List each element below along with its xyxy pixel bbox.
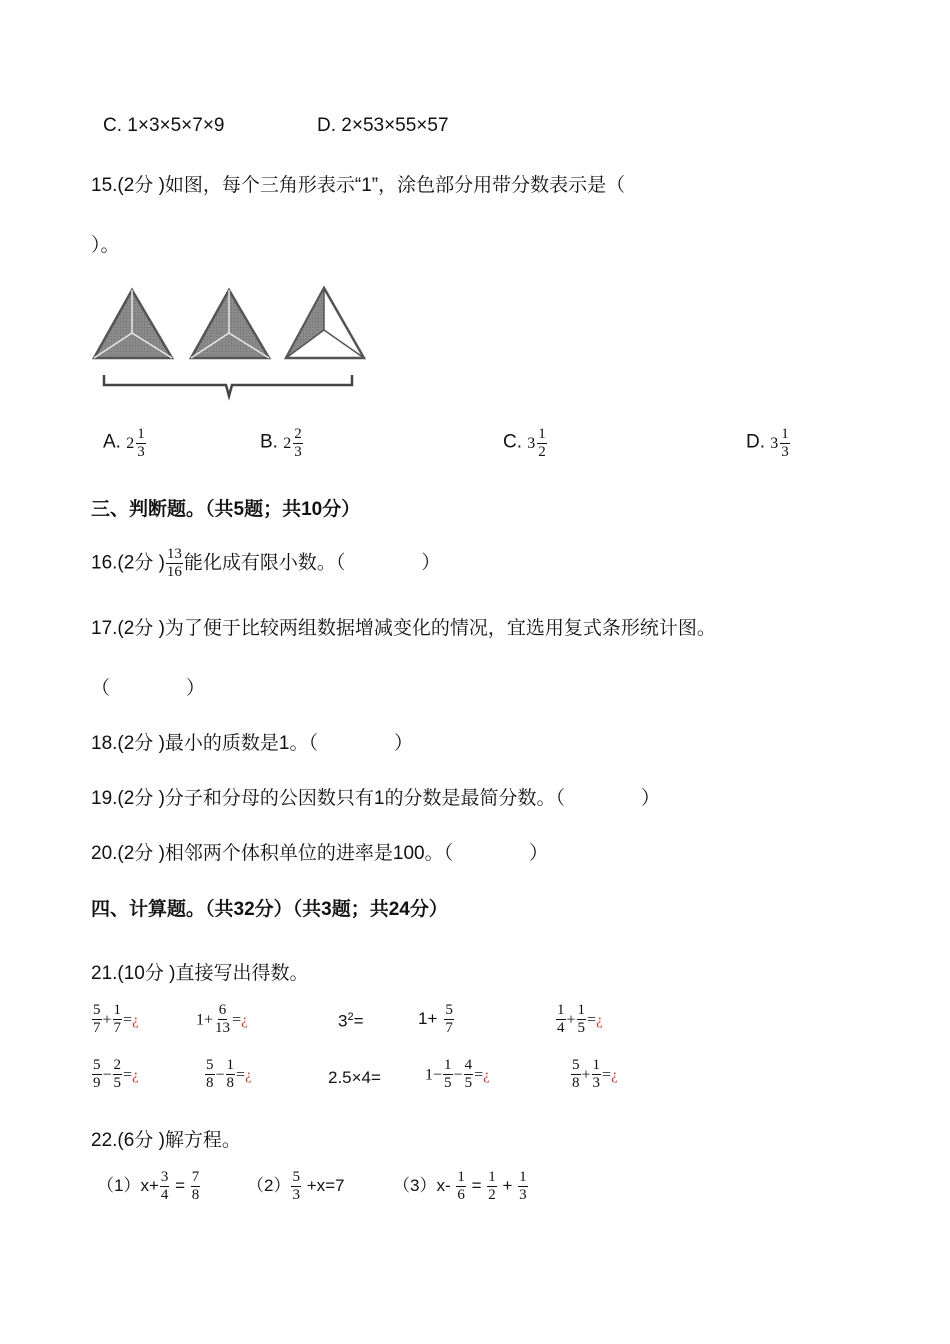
q21-stem: 21.(10分 )直接写出得数。 <box>91 963 309 984</box>
q21-r1-c5: $\frac{1}{4}$ + $\frac{1}{5}$ =¿ <box>557 1002 603 1036</box>
q15-stem-end: ）。 <box>91 235 120 256</box>
q18: 18.(2分 )最小的质数是1。（ ） <box>91 733 413 754</box>
q22-part-3: （3）x- $\frac{1}{6}$ = $\frac{1}{2}$ + $\frac{1}{3}$ <box>393 1169 527 1203</box>
q20: 20.(2分 )相邻两个体积单位的进率是100。（ ） <box>91 843 549 864</box>
q21-r2-c1: $\frac{5}{9}$ − $\frac{2}{5}$ =¿ <box>93 1057 139 1091</box>
triangle-2 <box>191 290 269 358</box>
q21-r1-c3: $3^2=$ <box>338 1011 364 1031</box>
q21-r1-c2: 1+ $\frac{6}{13}$ =¿ <box>196 1002 248 1036</box>
q17-paren: （ ） <box>91 678 206 699</box>
q15-option-c: C. 3 $\frac{1}{2}$ <box>503 426 546 460</box>
section-3-heading: 三、判断题。（共5题；共10分） <box>91 499 361 520</box>
q15-stem: 15.(2分 )如图，每个三角形表示“1”，涂色部分用带分数表示是（ <box>91 175 626 196</box>
triangle-1 <box>94 290 172 358</box>
q21-r2-c3: 2.5×4= <box>328 1068 381 1087</box>
q22-part-2: （2） $\frac{5}{3}$ +x=7 <box>247 1169 345 1203</box>
q17: 17.(2分 )为了便于比较两组数据增减变化的情况，宜选用复式条形统计图。 <box>91 618 716 639</box>
section-4-heading: 四、计算题。（共32分）（共3题；共24分） <box>91 899 448 920</box>
q22-part-1: （1）x+ $\frac{3}{4}$ = $\frac{7}{8}$ <box>97 1169 200 1203</box>
brace <box>104 375 352 396</box>
q15-option-b: B. 2 $\frac{2}{3}$ <box>260 426 302 460</box>
q19: 19.(2分 )分子和分母的公因数只有1的分数是最简分数。（ ） <box>91 788 660 809</box>
q15-option-d: D. 3 $\frac{1}{3}$ <box>746 426 789 460</box>
q15-option-a: A. 2 $\frac{1}{3}$ <box>103 426 145 460</box>
q14-option-d: D. 2×53×55×57 <box>317 115 449 136</box>
shaded-triangles-figure <box>90 282 370 404</box>
q16: 16.(2分 ) $\frac{13}{16}$ 能化成有限小数。（ ） <box>91 546 441 580</box>
q21-r2-c4: 1− $\frac{1}{5}$ − $\frac{4}{5}$ =¿ <box>425 1057 490 1091</box>
q22-stem: 22.(6分 )解方程。 <box>91 1130 241 1151</box>
q21-r1-c4: 1+ $\frac{5}{7}$ <box>418 1002 453 1036</box>
q14-option-c: C. 1×3×5×7×9 <box>103 115 225 136</box>
triangle-3 <box>286 288 364 358</box>
q21-r2-c5: $\frac{5}{8}$ + $\frac{1}{3}$ =¿ <box>572 1057 618 1091</box>
q21-r2-c2: $\frac{5}{8}$ − $\frac{1}{8}$ =¿ <box>206 1057 252 1091</box>
q21-r1-c1: $\frac{5}{7}$ + $\frac{1}{7}$ =¿ <box>93 1002 139 1036</box>
